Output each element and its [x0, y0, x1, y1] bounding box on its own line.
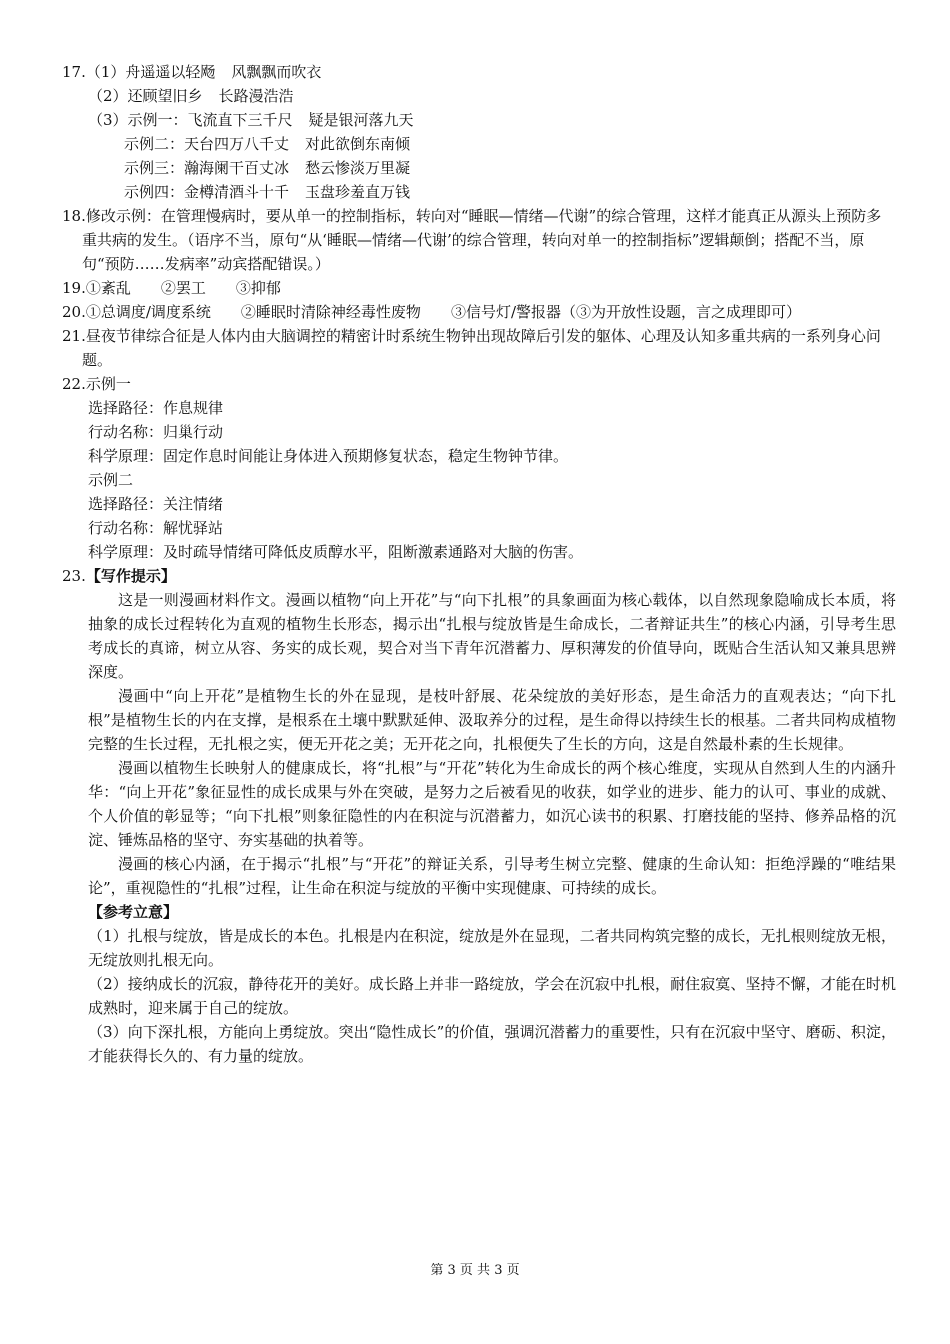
q19-answer [62, 276, 896, 300]
q17-example-2 [62, 132, 896, 156]
reference-theme-2: （2）接纳成长的沉寂，静待花开的美好。成长路上并非一路绽放，学会在沉寂中扎根，耐住寂寞、坚持不懈，才能在时机成熟时，迎来属于自己的绽放。 [88, 975, 896, 1017]
q20-item-1: ①总调度/调度系统 [85, 303, 211, 321]
q19-item-2: ②罢工 [160, 279, 206, 297]
q17-example-3a: 示例三：瀚海阑干百丈冰 [124, 159, 290, 177]
q22-ex1-principle: 科学原理：固定作息时间能让身体进入预期修复状态，稳定生物钟节律。 [88, 447, 569, 465]
writing-tip-paragraph-4: 漫画的核心内涵，在于揭示“扎根”与“开花”的辩证关系，引导考生树立完整、健康的生命认知：拒绝浮躁的“唯结果论”，重视隐性的“扎根”过程，让生命在积淀与绽放的平衡中实现健康、可持续的成长。 [88, 855, 896, 897]
q17-answer-3b: 疑是银河落九天 [308, 111, 414, 129]
q23-number: 23. [62, 567, 86, 585]
q23-heading [62, 564, 896, 588]
reference-theme-1: （1）扎根与绽放，皆是成长的本色。扎根是内在积淀，绽放是外在显现，二者共同构筑完整的成长，无扎根则绽放无根，无绽放则扎根无向。 [88, 927, 896, 969]
q17-line1 [62, 60, 896, 84]
answer-page [62, 60, 896, 1068]
q17-example-3 [62, 156, 896, 180]
page-footer: 第 3 页 共 3 页 [430, 1263, 520, 1278]
q17-example-4 [62, 180, 896, 204]
writing-tip-paragraph-2: 漫画中“向上开花”是植物生长的外在显现，是枝叶舒展、花朵绽放的美好形态，是生命活力的直观表达；“向下扎根”是植物生长的内在支撑，是根系在土壤中默默延伸、汲取养分的过程，是生命得以持续生长的根基。二者共同构成植物完整的生长过程，无扎根之实，便无开花之美；无开花之向，扎根便失了生长的方向，这是自然最朴素的生长规律。 [88, 687, 896, 753]
q17-example-3b: 愁云惨淡万里凝 [305, 159, 411, 177]
q17-answer-2b: 长路漫浩浩 [218, 87, 294, 105]
q17-answer-1a: （1）舟遥遥以轻飏 [85, 63, 216, 81]
q18-answer: 18.修改示例：在管理慢病时，要从单一的控制指标，转向对“睡眠—情绪—代谢”的综合管理，这样才能真正从源头上预防多重共病的发生。（语序不当，原句“从‘睡眠—情绪—代谢’的综合管理，转向对单一的控制指标”逻辑颠倒；搭配不当，原句“预防……发病率”动宾搭配错误。） [62, 207, 882, 273]
q19-item-3: ③抑郁 [235, 279, 281, 297]
reference-theme-heading: 【参考立意】 [88, 903, 179, 921]
q22-ex2-action: 行动名称：解忧驿站 [88, 519, 224, 537]
writing-tip-paragraph-3: 漫画以植物生长映射人的健康成长，将“扎根”与“开花”转化为生命成长的两个核心维度，实现从自然到人生的内涵升华：“向上开花”象征显性的成长成果与外在突破，是努力之后被看见的收获，如学业的进步、能力的认可、事业的成就、个人价值的彰显等；“向下扎根”则象征隐性的内在积淀与沉潜蓄力，如沉心读书的积累、打磨技能的坚持、修养品格的沉淀、锤炼品格的坚守、夯实基础的执着等。 [88, 759, 896, 849]
q22-ex1-action: 行动名称：归巢行动 [88, 423, 224, 441]
q17-line3 [62, 108, 896, 132]
q20-number: 20. [62, 303, 86, 321]
q17-example-2a: 示例二：天台四万八千丈 [124, 135, 290, 153]
q17-number: 17. [62, 63, 86, 81]
q22-heading: 22.示例一 [62, 375, 131, 393]
q22-ex2-principle: 科学原理：及时疏导情绪可降低皮质醇水平，阻断激素通路对大脑的伤害。 [88, 543, 584, 561]
q19-item-1: ①紊乱 [85, 279, 131, 297]
q17-example-4a: 示例四：金樽清酒斗十千 [124, 183, 290, 201]
q17-answer-1b: 风飘飘而吹衣 [231, 63, 322, 81]
q22-ex1-path: 选择路径：作息规律 [88, 399, 224, 417]
writing-tip-paragraph-1: 这是一则漫画材料作文。漫画以植物“向上开花”与“向下扎根”的具象画面为核心载体，以自然现象隐喻成长本质，将抽象的成长过程转化为直观的植物生长形态，揭示出“扎根与绽放皆是生命成长，二者辩证共生”的核心内涵，引导考生思考成长的真谛，树立从容、务实的成长观，契合对当下青年沉潜蓄力、厚积薄发的价值导向，既贴合生活认知又兼具思辨深度。 [88, 591, 896, 681]
reference-theme-3: （3）向下深扎根，方能向上勇绽放。突出“隐性成长”的价值，强调沉潜蓄力的重要性，只有在沉寂中坚守、磨砺、积淀，才能获得长久的、有力量的绽放。 [88, 1023, 896, 1065]
q20-item-3: ③信号灯/警报器（③为开放性设题，言之成理即可） [450, 303, 801, 321]
q17-answer-3a: （3）示例一：飞流直下三千尺 [88, 111, 293, 129]
q17-example-2b: 对此欲倒东南倾 [305, 135, 411, 153]
q20-item-2: ②睡眠时清除神经毒性废物 [240, 303, 421, 321]
q17-answer-2a: （2）还顾望旧乡 [88, 87, 203, 105]
q21-answer: 21.昼夜节律综合征是人体内由大脑调控的精密计时系统生物钟出现故障后引发的躯体、心理及认知多重共病的一系列身心问题。 [62, 327, 881, 369]
q20-answer [62, 300, 896, 324]
q19-number: 19. [62, 279, 86, 297]
q22-ex2-path: 选择路径：关注情绪 [88, 495, 224, 513]
q17-example-4b: 玉盘珍羞直万钱 [305, 183, 411, 201]
q22-ex2-heading: 示例二 [88, 471, 134, 489]
writing-tip-heading: 【写作提示】 [85, 567, 176, 585]
q17-line2 [62, 84, 896, 108]
